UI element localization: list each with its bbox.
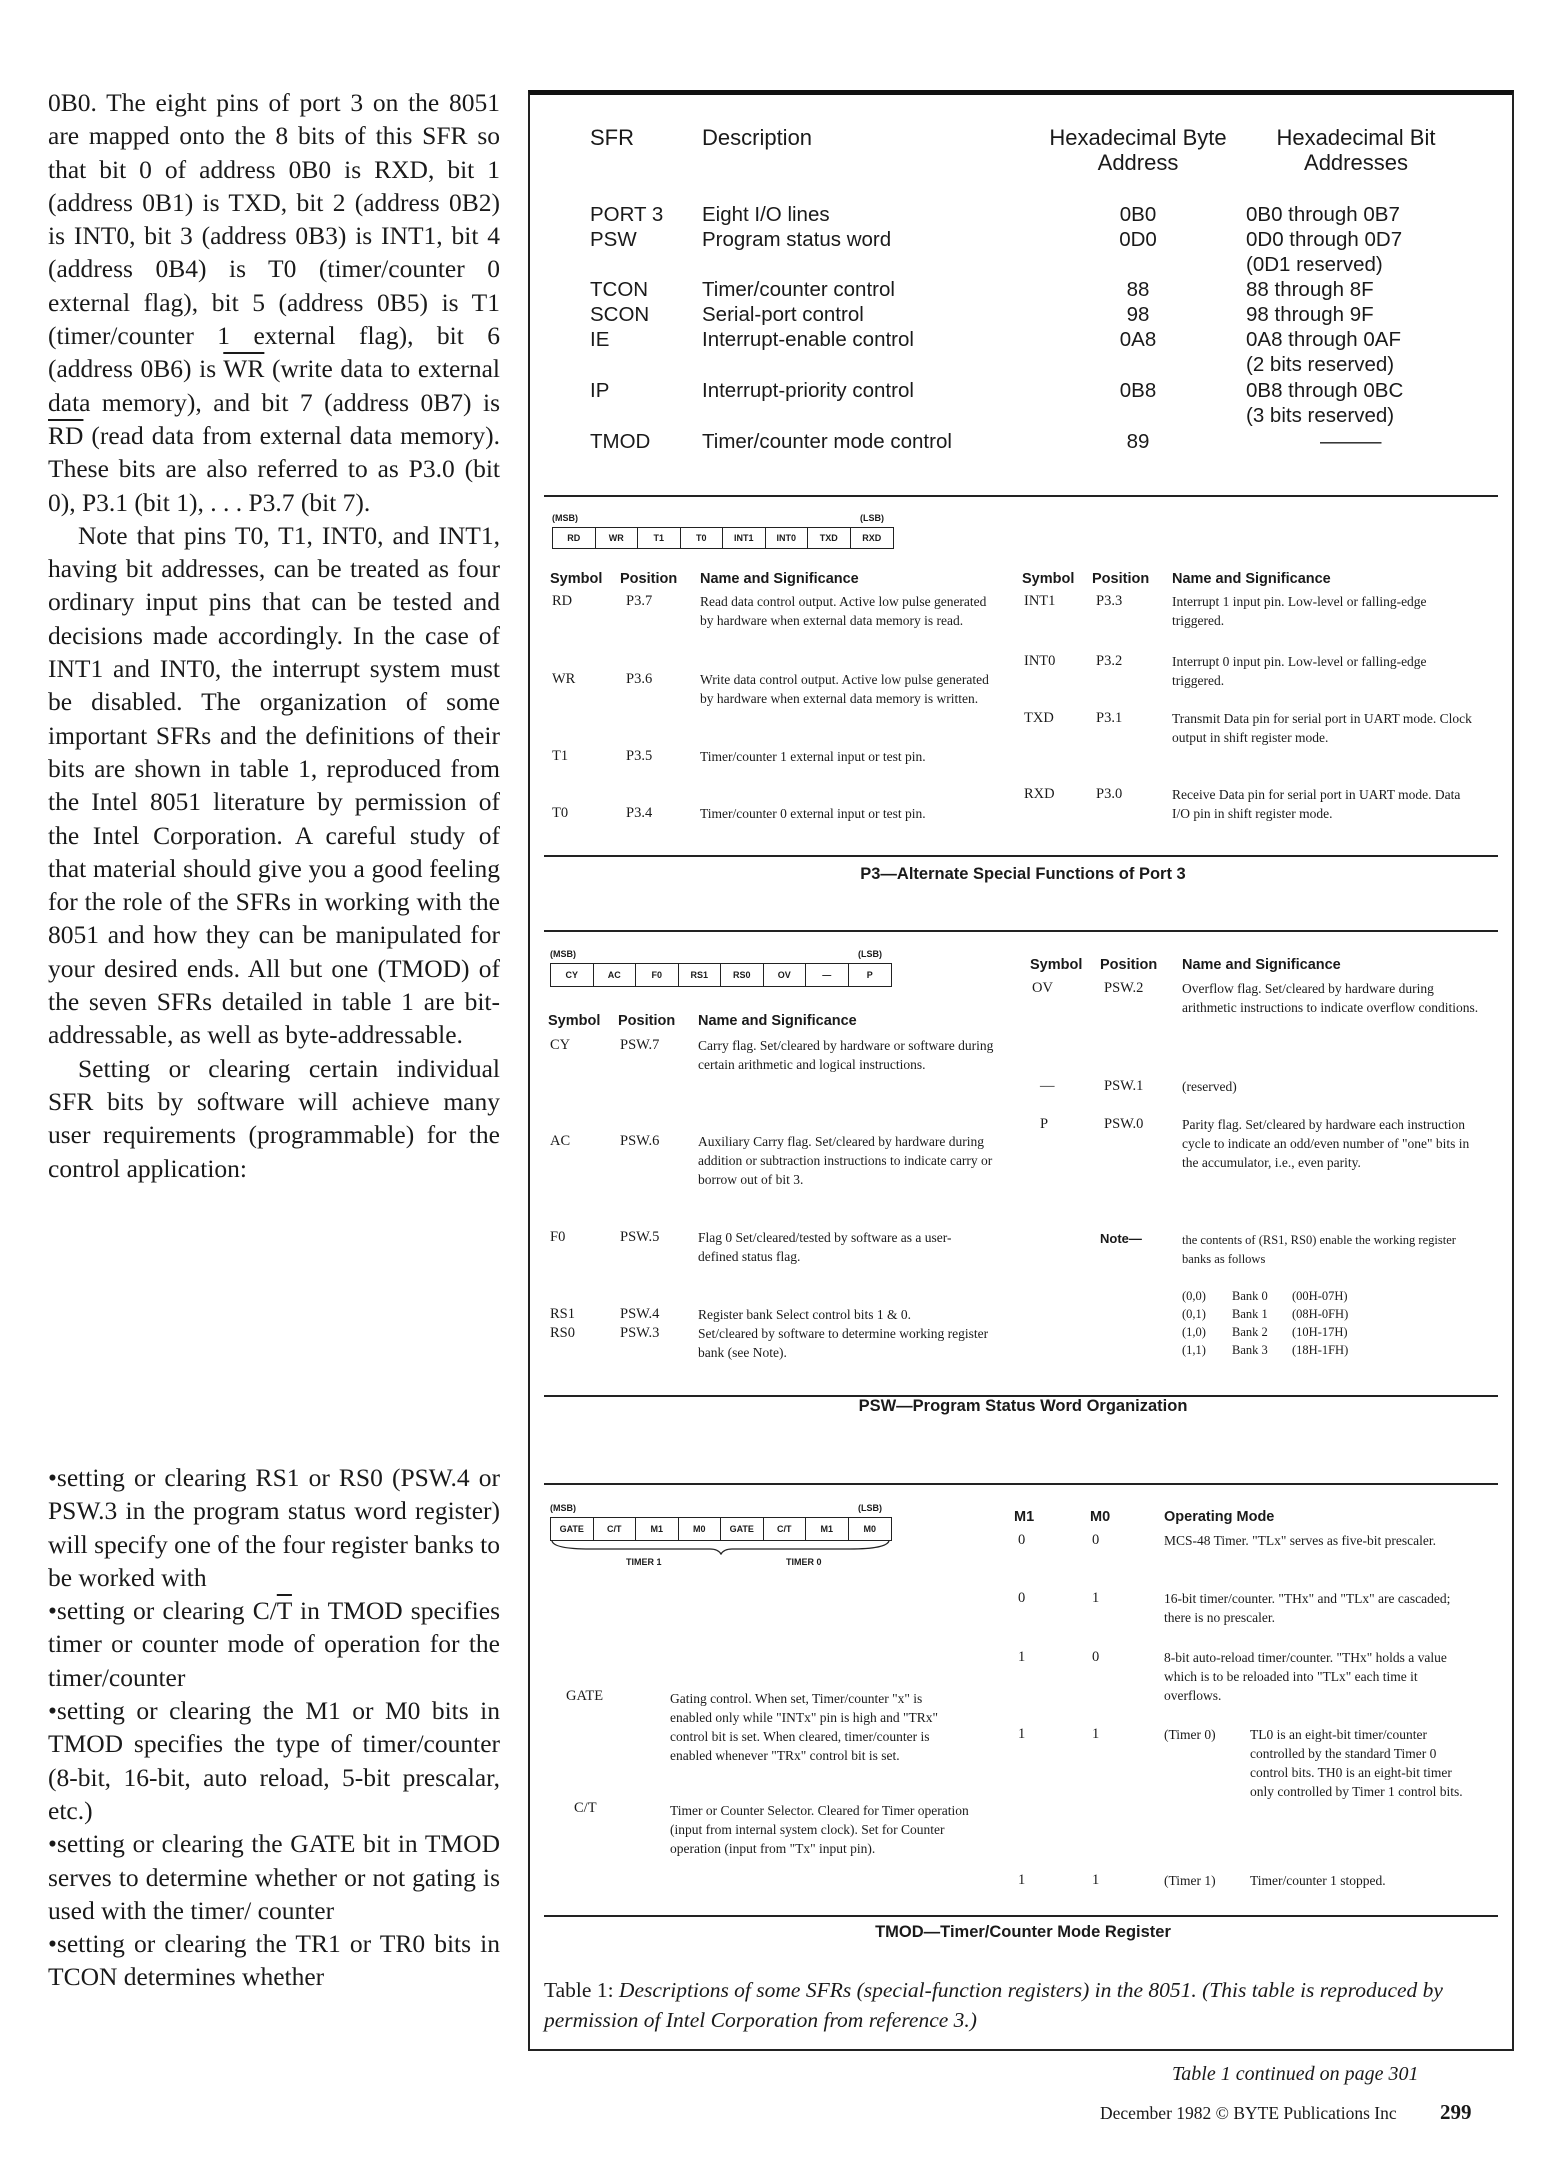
symbol: RS0 — [550, 1325, 575, 1341]
divider — [544, 495, 1498, 497]
bit-cell: F0 — [636, 964, 679, 986]
col-name: Name and Significance — [698, 1013, 857, 1029]
symbol: T1 — [552, 748, 569, 764]
sfr-byte: 0B0 — [1119, 203, 1157, 226]
symbol: — — [1040, 1078, 1055, 1094]
position: PSW.4 — [620, 1306, 660, 1322]
sfr-bits-note: (3 bits reserved) — [1246, 404, 1395, 427]
significance: Transmit Data pin for serial port in UART mode. Clock output in shift register mode. — [1172, 711, 1472, 745]
divider — [544, 1483, 1498, 1485]
sfr-bits-note: (2 bits reserved) — [1246, 353, 1395, 376]
bit-cell: RXD — [862, 533, 882, 543]
gate-label: GATE — [566, 1688, 604, 1704]
m0-value: 0 — [1092, 1532, 1100, 1548]
tmod-caption: TMOD—Timer/Counter Mode Register — [875, 1923, 1171, 1941]
divider — [544, 855, 1498, 857]
page-number: 299 — [1440, 2100, 1472, 2124]
col-header-bit-addresses: Hexadecimal Bit Addresses — [1276, 125, 1436, 175]
bit-cell: OV — [764, 964, 807, 986]
bit-cell: AC — [594, 964, 637, 986]
position: PSW.3 — [620, 1325, 660, 1341]
position: P3.0 — [1096, 786, 1123, 802]
bit-cell: M0 — [679, 1518, 722, 1540]
p3-caption: P3—Alternate Special Functions of Port 3 — [860, 865, 1186, 883]
bit-cell: INT0 — [766, 528, 809, 548]
significance: Interrupt 0 input pin. Low-level or falling-edge triggered. — [1172, 654, 1427, 688]
sfr-desc: Program status word — [702, 228, 892, 251]
significance: Register bank Select control bits 1 & 0. — [698, 1307, 911, 1322]
col-header-byte-address: Hexadecimal Byte Address — [1049, 125, 1227, 175]
significance: Set/cleared by software to determine working register bank (see Note). — [698, 1326, 989, 1360]
significance: Overflow flag. Set/cleared by hardware during arithmetic instructions to indicate overflow conditions. — [1182, 981, 1479, 1015]
table-1-box — [528, 90, 1514, 2051]
m0-value: 1 — [1092, 1726, 1100, 1742]
sfr-byte: 0B8 — [1119, 379, 1157, 402]
position: P3.7 — [626, 593, 653, 609]
sfr-byte: 89 — [1126, 430, 1150, 453]
bit-cell: CY — [551, 964, 594, 986]
paragraph-note: Note that pins T0, T1, INT0, and INT1, having bit addresses, can be treated as four ordinary input pins that can be tested and decisions made accordingly. In the case of INT1 and INT0, the interrupt system must be disabled. The organization of some important SFRs and the definitions of their bits are shown in table 1, reproduced from the Intel 8051 literature by permission of the Intel Corporation. A careful study of that material should give you a good feeling for the role of the SFRs in working with the 8051 and how they can be manipulated for your desired ends. All but one (TMOD) of the seven SFRs detailed in table 1 are bit-addressable, as well as byte-addressable. — [48, 520, 500, 1050]
bit-cell: GATE — [551, 1518, 594, 1540]
mode-description: 16-bit timer/counter. "THx" and "TLx" are cascaded; there is no prescaler. — [1164, 1591, 1451, 1625]
col-symbol: Symbol — [1030, 957, 1083, 973]
position: PSW.0 — [1104, 1116, 1144, 1132]
lsb-label: (LSB) — [858, 1503, 882, 1513]
symbol: RS1 — [550, 1306, 575, 1322]
position: PSW.1 — [1104, 1078, 1144, 1094]
sfr-desc: Timer/counter control — [702, 278, 895, 301]
timer1-label: TIMER 1 — [626, 1557, 662, 1567]
timer0-label: TIMER 0 — [786, 1557, 822, 1567]
col-m0: M0 — [1090, 1509, 1111, 1525]
position: PSW.2 — [1104, 980, 1144, 996]
m0-value: 0 — [1092, 1649, 1100, 1665]
sfr-bits-note: (0D1 reserved) — [1246, 253, 1383, 276]
p3-bit-register — [552, 527, 894, 549]
sfr-bits: 88 through 8F — [1246, 278, 1374, 301]
sfr-desc: Interrupt-enable control — [702, 328, 914, 351]
col-name: Name and Significance — [700, 571, 859, 587]
bit-cell: — — [806, 964, 849, 986]
ct-description: Timer or Counter Selector. Cleared for Timer operation (input from internal system clock). Set for Counter operation (input from "Tx" input pin). — [670, 1803, 969, 1856]
position: PSW.5 — [620, 1229, 660, 1245]
significance: Timer/counter 1 external input or test pin. — [700, 749, 926, 764]
significance: Write data control output. Active low pulse generated by hardware when external data memory is written. — [700, 672, 989, 706]
sfr-row-port3: PORT 3 — [590, 203, 664, 226]
mode-tag: (Timer 1) — [1164, 1873, 1216, 1888]
symbol: T0 — [552, 805, 569, 821]
bit-cell: T1 — [638, 528, 681, 548]
significance: Interrupt 1 input pin. Low-level or falling-edge triggered. — [1172, 594, 1427, 628]
m0-value: 1 — [1092, 1872, 1100, 1888]
position: P3.2 — [1096, 653, 1123, 669]
significance: Flag 0 Set/cleared/tested by software as a user-defined status flag. — [698, 1230, 952, 1264]
symbol: INT1 — [1024, 593, 1056, 609]
sfr-bits: 98 through 9F — [1246, 303, 1374, 326]
msb-label: (MSB) — [550, 949, 576, 959]
psw-caption: PSW—Program Status Word Organization — [858, 1397, 1188, 1415]
sfr-row-scon: SCON — [590, 303, 650, 326]
m1-value: 1 — [1018, 1649, 1026, 1665]
sfr-bits: 0D0 through 0D7 — [1246, 228, 1403, 251]
sfr-byte: 98 — [1126, 303, 1150, 326]
bit-cell: T0 — [681, 528, 724, 548]
gate-description: Gating control. When set, Timer/counter "x" is enabled only while "INTx" pin is high and "TRx" control bit is set. When cleared, timer/counter is enabled whenever "TRx" control bit is set. — [670, 1691, 939, 1763]
sfr-desc: Interrupt-priority control — [702, 379, 914, 402]
mode-description: TL0 is an eight-bit timer/counter controlled by the standard Timer 0 control bits. TH0 is an eight-bit timer only controlled by Timer 1 control bits. — [1250, 1727, 1463, 1799]
symbol: F0 — [550, 1229, 566, 1245]
lsb-label: (LSB) — [860, 513, 884, 523]
significance: Parity flag. Set/cleared by hardware each instruction cycle to indicate an odd/even number of "one" bits in the accumulator, i.e., even parity. — [1182, 1117, 1470, 1170]
bank-table: (0,0) Bank 0 (00H-07H) (0,1) Bank 1 (08H-0FH) (1,0) Bank 2 (10H-17H) (1,1) Bank 3 (18H-1FH) — [1182, 1289, 1349, 1357]
col-header-sfr: SFR — [590, 125, 634, 150]
col-name: Name and Significance — [1172, 571, 1331, 587]
m1-value: 1 — [1018, 1872, 1026, 1888]
col-operating-mode: Operating Mode — [1164, 1509, 1275, 1525]
bit-cell: P — [866, 970, 873, 980]
sfr-desc: Timer/counter mode control — [702, 430, 952, 453]
significance: Timer/counter 0 external input or test pin. — [700, 806, 926, 821]
m1-value: 0 — [1018, 1590, 1026, 1606]
bullet-m1m0: •setting or clearing the M1 or M0 bits in TMOD specifies the type of timer/counter (8-bit, 16-bit, auto reload, 5-bit prescalar, etc.) — [48, 1696, 500, 1825]
ct-label: C/T — [574, 1800, 597, 1816]
bullet-gate: •setting or clearing the GATE bit in TMOD serves to determine whether or not gating is used with the timer/ counter — [48, 1829, 500, 1925]
bit-cell: WR — [596, 528, 639, 548]
left-column-text — [48, 86, 500, 1185]
sfr-byte: 0A8 — [1119, 328, 1157, 351]
bullet-rs: •setting or clearing RS1 or RS0 (PSW.4 or PSW.3 in the program status word register) will specify one of the four register banks to be worked with — [48, 1463, 500, 1592]
significance: Auxiliary Carry flag. Set/cleared by hardware during addition or subtraction instructions to indicate carry or borrow out of bit 3. — [698, 1134, 993, 1187]
col-position: Position — [1100, 957, 1158, 973]
significance: (reserved) — [1182, 1079, 1237, 1094]
position: P3.1 — [1096, 710, 1123, 726]
significance: Read data control output. Active low pulse generated by hardware when external data memory is read. — [700, 594, 987, 628]
sfr-desc: Serial-port control — [702, 303, 864, 326]
m0-value: 1 — [1092, 1590, 1100, 1606]
bit-cell: C/T — [594, 1518, 637, 1540]
tmod-bit-register — [550, 1517, 892, 1541]
col-position: Position — [620, 571, 678, 587]
col-header-description: Description — [702, 125, 813, 150]
symbol: TXD — [1024, 710, 1054, 726]
col-position: Position — [618, 1013, 676, 1029]
sfr-row-tcon: TCON — [590, 278, 649, 301]
position: P3.5 — [626, 748, 653, 764]
symbol: AC — [550, 1133, 571, 1149]
psw-bit-register — [550, 963, 892, 987]
bit-cell: M1 — [806, 1518, 849, 1540]
significance: Receive Data pin for serial port in UART mode. Data I/O pin in shift register mode. — [1172, 787, 1461, 821]
mode-tag: (Timer 0) — [1164, 1727, 1216, 1742]
col-position: Position — [1092, 571, 1150, 587]
symbol: RXD — [1024, 786, 1055, 802]
sfr-desc: Eight I/O lines — [702, 203, 830, 226]
position: PSW.6 — [620, 1133, 660, 1149]
msb-label: (MSB) — [552, 513, 578, 523]
symbol: INT0 — [1024, 653, 1056, 669]
bit-cell: M1 — [636, 1518, 679, 1540]
significance: Carry flag. Set/cleared by hardware or software during certain arithmetic and logical instructions. — [698, 1038, 994, 1072]
bullet-tr: •setting or clearing the TR1 or TR0 bits in TCON determines whether — [48, 1929, 500, 1992]
publication-credit: December 1982 © BYTE Publications Inc — [1100, 2103, 1397, 2123]
position: P3.4 — [626, 805, 653, 821]
symbol: CY — [550, 1037, 571, 1053]
divider — [544, 930, 1498, 932]
sfr-bits: 0A8 through 0AF — [1246, 328, 1401, 351]
bit-cell: RD — [553, 528, 596, 548]
table-caption: Table 1: Descriptions of some SFRs (special-function registers) in the 8051. (This table is reproduced by permission of Intel Corporation from reference 3.) — [544, 1978, 1443, 2032]
bit-cell: RS0 — [721, 964, 764, 986]
bit-cell: C/T — [764, 1518, 807, 1540]
position: PSW.7 — [620, 1037, 660, 1053]
bit-cell: INT1 — [723, 528, 766, 548]
symbol: P — [1040, 1116, 1049, 1132]
sfr-bits: 0B8 through 0BC — [1246, 379, 1404, 402]
bit-cell: TXD — [808, 528, 851, 548]
bullet-list — [48, 1461, 500, 1994]
bit-cell: M0 — [863, 1524, 876, 1534]
col-name: Name and Significance — [1182, 957, 1341, 973]
bullet-ct: •setting or clearing $C/\overline{T}$ in TMOD specifies timer or counter mode of operation for the timer/counter — [48, 1596, 501, 1692]
note-label: Note— — [1100, 1231, 1142, 1246]
col-symbol: Symbol — [550, 571, 603, 587]
col-symbol: Symbol — [548, 1013, 601, 1029]
timer-brace — [550, 1539, 892, 1555]
m1-value: 0 — [1018, 1532, 1026, 1548]
col-m1: M1 — [1014, 1509, 1035, 1525]
paragraph-port3: 0B0. The eight pins of port 3 on the 8051 are mapped onto the 8 bits of this SFR so that bit 0 of address 0B0 is RXD, bit 1 (address 0B1) is TXD, bit 2 (address 0B2) is INT0, bit 3 (address 0B3) is INT1, bit 4 (address 0B4) is T0 (timer/counter 0 external flag), bit 5 (address 0B5) is T1 (timer/counter 1 external flag), bit 6 (address 0B6) is $\overline{WR}$ (write data to external data memory), and bit 7 (address 0B7) is $\overline{RD}$ (read data from external data memory). These bits are also referred to as P3.0 (bit 0), P3.1 (bit 1), . . . P3.7 (bit 7). — [48, 88, 501, 517]
col-symbol: Symbol — [1022, 571, 1075, 587]
mode-description: Timer/counter 1 stopped. — [1250, 1873, 1386, 1888]
sfr-row-tmod: TMOD — [590, 430, 651, 453]
sfr-row-psw: PSW — [590, 228, 637, 251]
bit-cell: RS1 — [679, 964, 722, 986]
wr-overline: $\overline{WR}$ — [223, 354, 265, 384]
msb-label: (MSB) — [550, 1503, 576, 1513]
mode-description: 8-bit auto-reload timer/counter. "THx" holds a value which is to be reloaded into "TLx" each time it overflows. — [1164, 1650, 1447, 1703]
mode-description: MCS-48 Timer. "TLx" serves as five-bit prescaler. — [1164, 1533, 1436, 1548]
symbol: RD — [552, 593, 573, 609]
sfr-bits: ——— — [1320, 430, 1382, 453]
continued-note: Table 1 continued on page 301 — [1172, 2063, 1419, 2085]
symbol: OV — [1032, 980, 1053, 996]
divider — [544, 1915, 1498, 1917]
m1-value: 1 — [1018, 1726, 1026, 1742]
paragraph-setting: Setting or clearing certain individual SFR bits by software will achieve many user requirements (programmable) for the control application: — [48, 1053, 500, 1183]
sfr-row-ip: IP — [590, 379, 610, 402]
sfr-byte: 0D0 — [1119, 228, 1157, 251]
bit-cell: GATE — [721, 1518, 764, 1540]
symbol: WR — [552, 671, 576, 687]
sfr-row-ie: IE — [590, 328, 610, 351]
sfr-bits: 0B0 through 0B7 — [1246, 203, 1400, 226]
rd-overline: $\overline{RD}$ — [48, 420, 84, 450]
position: P3.6 — [626, 671, 653, 687]
lsb-label: (LSB) — [858, 949, 882, 959]
position: P3.3 — [1096, 593, 1123, 609]
note-text: the contents of (RS1, RS0) enable the working register banks as follows — [1182, 1233, 1456, 1266]
sfr-byte: 88 — [1126, 278, 1150, 301]
